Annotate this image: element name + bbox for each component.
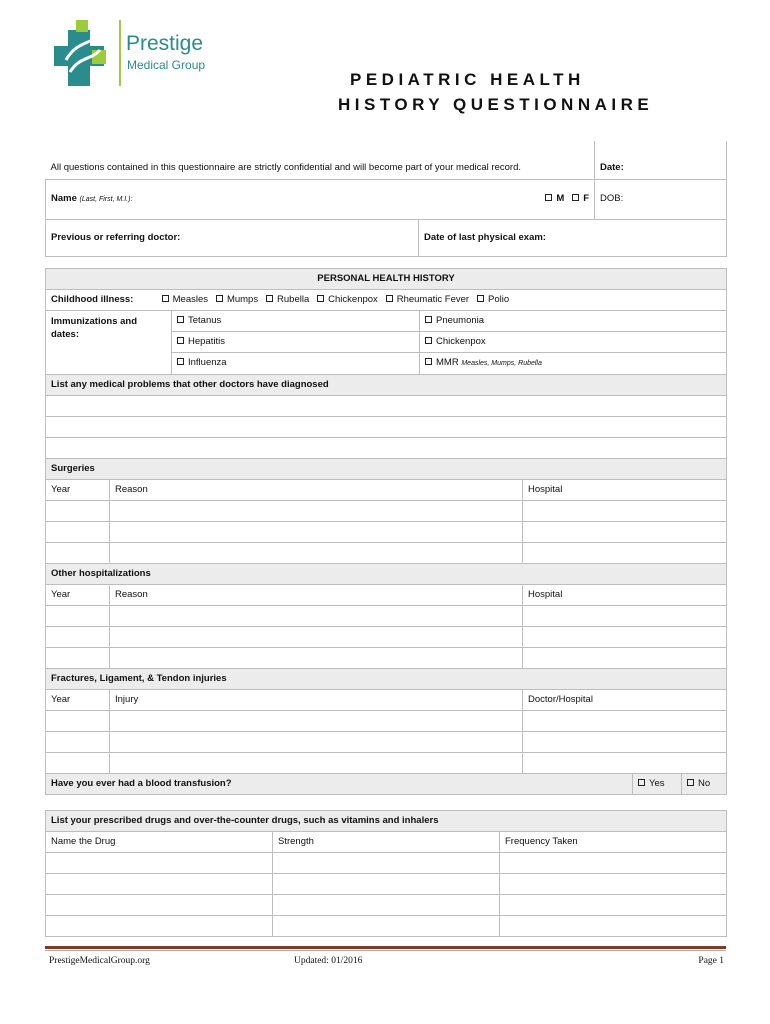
dob-field[interactable] xyxy=(595,179,727,219)
hepatitis-option[interactable]: Hepatitis xyxy=(172,332,420,353)
chickenpox-immun-option[interactable]: Chickenpox xyxy=(420,332,727,353)
measles-option[interactable]: Measles xyxy=(162,294,208,305)
name-label: Name xyxy=(51,192,77,204)
date-label[interactable]: Date: xyxy=(595,141,727,179)
table-row xyxy=(46,627,727,648)
table-row xyxy=(46,606,727,627)
footer-rule-thin xyxy=(45,950,726,951)
footer-site: PrestigeMedicalGroup.org xyxy=(49,956,150,966)
footer-updated: Updated: 01/2016 xyxy=(294,956,363,966)
table-row xyxy=(46,916,727,937)
footer-page: Page 1 xyxy=(698,956,724,966)
influenza-option[interactable]: Influenza xyxy=(172,353,420,375)
female-checkbox[interactable] xyxy=(572,194,579,201)
drug-col-frequency: Frequency Taken xyxy=(500,832,727,853)
brand-subtitle: Medical Group xyxy=(127,58,206,72)
drug-col-strength: Strength xyxy=(273,832,500,853)
childhood-label: Childhood illness: xyxy=(51,294,134,305)
page-title-line2: HISTORY QUESTIONNAIRE xyxy=(338,95,654,114)
transfusion-question: Have you ever had a blood transfusion? xyxy=(46,774,633,795)
fract-col-doctor: Doctor/Hospital xyxy=(523,690,727,711)
mmr-hint: Measles, Mumps, Rubella xyxy=(461,360,542,367)
name-field[interactable] xyxy=(46,179,595,219)
table-row xyxy=(46,543,727,564)
last-exam-field[interactable]: Date of last physical exam: xyxy=(419,219,727,256)
table-row xyxy=(46,753,727,774)
brand-name: Prestige xyxy=(126,32,204,55)
sex-options xyxy=(545,180,589,218)
personal-heading: PERSONAL HEALTH HISTORY xyxy=(46,269,727,290)
childhood-illness-row xyxy=(46,290,727,311)
surg-col-reason: Reason xyxy=(110,480,523,501)
confidential-note: All questions contained in this questionnaire are strictly confidential and will become part of your medical record. xyxy=(46,141,595,179)
male-label: M xyxy=(556,192,565,204)
problems-heading: List any medical problems that other doctors have diagnosed xyxy=(46,375,727,396)
table-row xyxy=(46,853,727,874)
hosp-col-year: Year xyxy=(46,585,110,606)
male-checkbox[interactable] xyxy=(545,194,552,201)
footer-rule xyxy=(45,946,726,949)
transfusion-yes[interactable]: Yes xyxy=(633,774,682,795)
surg-col-year: Year xyxy=(46,480,110,501)
mmr-option[interactable]: MMR Measles, Mumps, Rubella xyxy=(420,353,727,375)
immunizations-label: Immunizations and dates: xyxy=(46,311,172,375)
patient-header-table xyxy=(45,141,727,257)
tetanus-option[interactable]: Tetanus xyxy=(172,311,420,332)
problems-line[interactable] xyxy=(46,396,727,417)
hosp-col-reason: Reason xyxy=(110,585,523,606)
rheumatic-fever-option[interactable]: Rheumatic Fever xyxy=(386,294,469,305)
logo-divider xyxy=(119,20,121,86)
drug-col-name: Name the Drug xyxy=(46,832,273,853)
personal-health-table xyxy=(45,268,727,795)
chickenpox-option[interactable]: Chickenpox xyxy=(317,294,378,305)
table-row xyxy=(46,501,727,522)
hosp-col-hospital: Hospital xyxy=(523,585,727,606)
drugs-heading: List your prescribed drugs and over-the-counter drugs, such as vitamins and inhalers xyxy=(46,811,727,832)
table-row xyxy=(46,874,727,895)
surg-col-hospital: Hospital xyxy=(523,480,727,501)
pneumonia-option[interactable]: Pneumonia xyxy=(420,311,727,332)
transfusion-no[interactable]: No xyxy=(682,774,727,795)
problems-line[interactable] xyxy=(46,438,727,459)
mumps-option[interactable]: Mumps xyxy=(216,294,258,305)
problems-line[interactable] xyxy=(46,417,727,438)
table-row xyxy=(46,648,727,669)
referring-doctor-field[interactable]: Previous or referring doctor: xyxy=(46,219,419,256)
hospitalizations-heading: Other hospitalizations xyxy=(46,564,727,585)
table-row xyxy=(46,711,727,732)
table-row xyxy=(46,732,727,753)
polio-option[interactable]: Polio xyxy=(477,294,509,305)
surgeries-heading: Surgeries xyxy=(46,459,727,480)
female-label: F xyxy=(583,192,589,204)
rubella-option[interactable]: Rubella xyxy=(266,294,309,305)
fractures-heading: Fractures, Ligament, & Tendon injuries xyxy=(46,669,727,690)
name-hint: (Last, First, M.I.): xyxy=(79,195,133,203)
page-title-line1: PEDIATRIC HEALTH xyxy=(350,70,585,89)
fract-col-year: Year xyxy=(46,690,110,711)
table-row xyxy=(46,522,727,543)
drugs-table xyxy=(45,810,727,937)
dob-label: DOB: xyxy=(600,192,624,204)
table-row xyxy=(46,895,727,916)
fract-col-injury: Injury xyxy=(110,690,523,711)
